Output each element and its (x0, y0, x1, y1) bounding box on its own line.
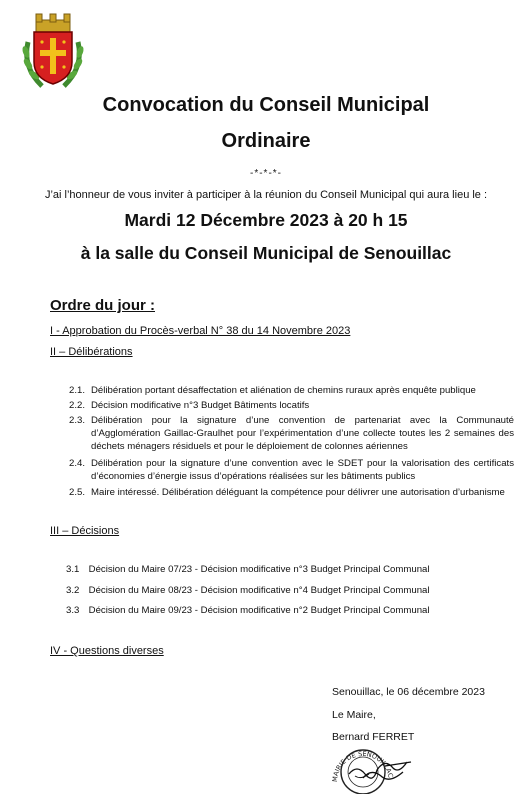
svg-text:MAIRIE DE SENOUILLAC: MAIRIE DE SENOUILLAC (330, 749, 395, 783)
item-text: Décision du Maire 08/23 - Décision modificative n°4 Budget Principal Communal (88, 585, 430, 596)
item-text: Maire intéressé. Délibération déléguant la compétence pour délivrer une autorisation d’urbanisme (91, 487, 505, 498)
deliberation-item (69, 457, 514, 483)
item-text: Délibération pour la signature d’une convention avec le SDET pour la valorisation des certificats d’économies d’énergie issus d’opérations réalisées sur les bâtiments publics (91, 458, 514, 483)
decision-item (66, 564, 430, 575)
municipal-coat-of-arms-icon (18, 12, 88, 92)
agenda-section-2: II – Délibérations (50, 346, 133, 358)
agenda-section-1: I - Approbation du Procès-verbal N° 38 du 14 Novembre 2023 (50, 325, 351, 337)
item-text: Délibération portant désaffectation et aliénation de chemins ruraux après enquête publique (91, 385, 476, 396)
signature-role: Le Maire, (332, 709, 376, 721)
document-subtitle: Ordinaire (221, 130, 311, 152)
deliberation-item (69, 384, 514, 397)
document-title: Convocation du Conseil Municipal (102, 94, 430, 116)
agenda-heading: Ordre du jour : (50, 297, 155, 314)
mairie-stamp-icon (315, 728, 425, 794)
item-number: 2.2. (69, 400, 86, 411)
item-text: Décision du Maire 07/23 - Décision modificative n°3 Budget Principal Communal (88, 564, 430, 575)
title-separator: -*-*-*- (250, 168, 282, 179)
item-text: Décision modificative n°3 Budget Bâtiments locatifs (91, 400, 310, 411)
item-number: 3.1 (66, 564, 80, 575)
deliberation-item (69, 399, 514, 412)
item-number: 2.5. (69, 487, 86, 498)
deliberation-item (69, 414, 514, 454)
decision-item (66, 585, 430, 596)
signature-name: Bernard FERRET (332, 731, 415, 743)
meeting-place: à la salle du Conseil Municipal de Senouillac (80, 243, 452, 263)
item-text: Décision du Maire 09/23 - Décision modificative n°2 Budget Principal Communal (88, 605, 430, 616)
item-number: 3.3 (66, 605, 80, 616)
signature-place-date: Senouillac, le 06 décembre 2023 (332, 686, 485, 698)
item-number: 2.4. (69, 458, 86, 469)
item-text: Délibération pour la signature d’une convention de partenariat avec la Communauté d’Agglomération Gaillac-Graulhet pour l’expérimentation d’une collecte toutes les 2 semaines des déchets ménagers résiduels et pour le déploiement de colonnes aériennes (91, 415, 514, 453)
decision-item (66, 605, 430, 616)
agenda-section-4: IV - Questions diverses (50, 645, 164, 657)
item-number: 2.1. (69, 385, 86, 396)
invitation-text: J’ai l’honneur de vous inviter à participer à la réunion du Conseil Municipal qui aura lieu le : (44, 189, 488, 201)
deliberation-item (69, 486, 514, 499)
item-number: 3.2 (66, 585, 80, 596)
meeting-date: Mardi 12 Décembre 2023 à 20 h 15 (124, 210, 408, 230)
item-number: 2.3. (69, 415, 86, 426)
agenda-section-3: III – Décisions (50, 525, 120, 537)
